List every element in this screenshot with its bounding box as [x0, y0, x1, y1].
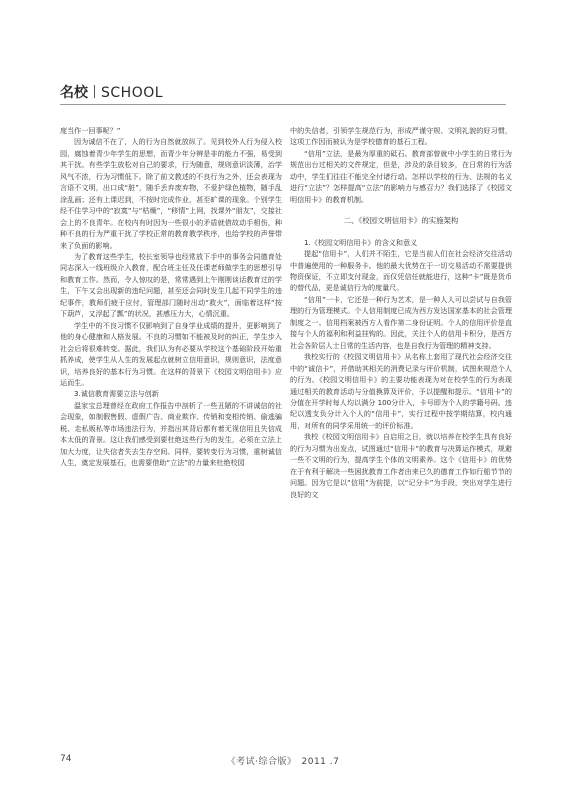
right-column — [290, 125, 512, 500]
paragraph: 因为诚信不在了，人的行为自然就放纵了。见到校外人行为侵入校园，腐蚀着青少年学生的思想，而青少年分辨是非的能力不强，易受到其干扰。有些学生放松对自己的要求，行为随意，规则意识淡薄，治学风气不浓，行为习惯低下。除了前文教述的不良行为之外，还会表现为言语不文明，出口成“脏”，随手丢弃废弃物，不爱护绿色植物，随手乱涂乱画；还有上课迟到，不按时完成作业，甚至旷课的现象。个别学生经不住学习中的“寂寞”与“枯燥”，“移情”上网，找课外“朋友”，交接社会上的不良青年。在校内有时因为一些很小的矛盾就借故动手相伤，种种不良的行为严重干扰了学校正常的教育教学秩序，也给学校的声誉带来了负面的影响。 — [60, 137, 282, 250]
header-title-en: SCHOOL — [101, 85, 164, 101]
paragraph: “信用”立法，是最为厚重的砥石。教育部曾就中小学生的日常行为规范出台过相关的文件规定，但是，涉及的条目较多，在日常的行为活动中，学生们往往不能完全付诸行动。怎样以学校的行为、法规的名义进行“立法”？怎样提高“立法”的影响力与感召力？我们选择了《校园文明信用卡》的教育机制。 — [290, 148, 512, 204]
paragraph: 提起“信用卡”，人们并不陌生，它是当前人们在社会经济交往活动中普遍使用的一种服务卡。他的最大优势在于一切交易活动不需要提供物资保证，不立即支付现金，而仅凭信任就能进行，这种“卡”既是货币的替代品，更是诚信行为的度量尺。 — [290, 249, 512, 293]
left-column — [60, 125, 282, 469]
paragraph: 度当作一回事呢？” — [60, 126, 121, 135]
paragraph: 为了教育这些学生，校长室领导也经常放下手中的事务会同德育处同志深入一线班级介入教育，配合班主任及任课老师做学生的思想引导和教育工作。然而，令人惊叹的是，常常遇到上午刚刚谈话教育过的学生，下午又会出现新的违纪问题，甚至还会同时发生几起不同学生的违纪事件，教师们疲于应付，管理部门随时出动“救火”，面临着这样“按下葫芦，又浮起了瓢”的状况，甚感压力大，心情沉重。 — [60, 251, 282, 319]
header-title-cn: 名校 — [60, 85, 88, 101]
header-divider — [94, 85, 95, 98]
paragraph: 我校《校园文明信用卡》自启用之日，就以培养在校学生具有良好的行为习惯为出发点，试图通过“信用卡”的教育与决算运作模式，规避一些不文明的行为，提高学生个体的文明素养。这个《信用卡》的优势在于有利于解决一些困扰教育工作者由来已久的德育工作如行船节节的问题。因为它是以“信用”为前提，以“记分卡”为手段，突出对学生进行良好的文 — [290, 432, 512, 499]
paragraph: 我校实行的《校园文明信用卡》从名称上套用了现代社会经济交往中的“诚信卡”，并借助其相关的消费记录与评价机制，试图来规范个人的行为。《校园文明信用卡》的主要功能表现为对在校学生的行为表现通过相关的教育活动与分值換算及评价，予以提醒和提示。“信用卡”的分值在开学时每人均以满分 100分计入，卡号即为个人的学籍号码。违纪以透支负分计入个人的“信用卡”，实行过程中按学期结算，校内通用，对所有的同学采用统一的评价标准。 — [290, 352, 512, 430]
paragraph: 学生中的不良习惯不仅影响到了自身学业成绩的提升，更影响到了他的身心健康和人格发展。不良的习惯如不能被及时的纠正，学生步入社会后将很难转变。据此，我们认为有必要从学校这个基础阶段开始重抓养成，使学生从人生的发展起点就树立信用意识，规则意识，法度意识，培养良好的基本行为习惯。在这样的背景下《校园文明信用卡》应运而生。 — [60, 320, 282, 387]
paragraph: “信用”一卡，它还是一种行为艺术，是一种人人可以尝试与自我管理的行为管理模式。个人信用制度已成为西方发达国家基本的社会管理制度之一。信用档案被西方人看作第二身份证明。个人的信用评价是直接与个人的福利和利益挂钩的。因此，关注个人的信用卡积分，是西方社会各阶层人士日常的生活内容，也是自我行为管理的精神支持。 — [290, 294, 512, 350]
page-footer — [60, 754, 506, 768]
journal-name: 《考试·综合版》 2011 .7 — [226, 757, 340, 767]
subsection-heading: 3.诚信教育需要立法与创新 — [74, 389, 159, 399]
paragraph: 中的失信者，引领学生规范行为，形成严谨守规、文明礼貌的好习惯，这项工作因而被认为是学校德育的基石工程。 — [290, 126, 512, 147]
paragraph: 温家宝总理曾经在政府工作报告中剖析了一些丑陋的不讲诚信的社会现象，如制假售假、虚假广告、商业欺诈、传销和变相传销、偷逃骗税、走私贩私等市场违法行为，并指出其背后都有着无视信用且失信成本太低的背景。这让我们感受到要杜绝这些行为的发生，必须在立法上加大力度，让失信者失去生存空间。同样，要转变行为习惯，重树诚信人生，奠定发展基石，也需要借助“立法”的力量来杜绝校园 — [60, 400, 282, 468]
page-number: 74 — [60, 754, 72, 764]
page-header — [60, 82, 163, 102]
subsection-heading: 1.《校园文明信用卡》的含义和意义 — [304, 237, 418, 247]
section-heading: 二、《校园文明信用卡》的实施架构 — [343, 216, 459, 226]
header-rule — [60, 104, 506, 105]
